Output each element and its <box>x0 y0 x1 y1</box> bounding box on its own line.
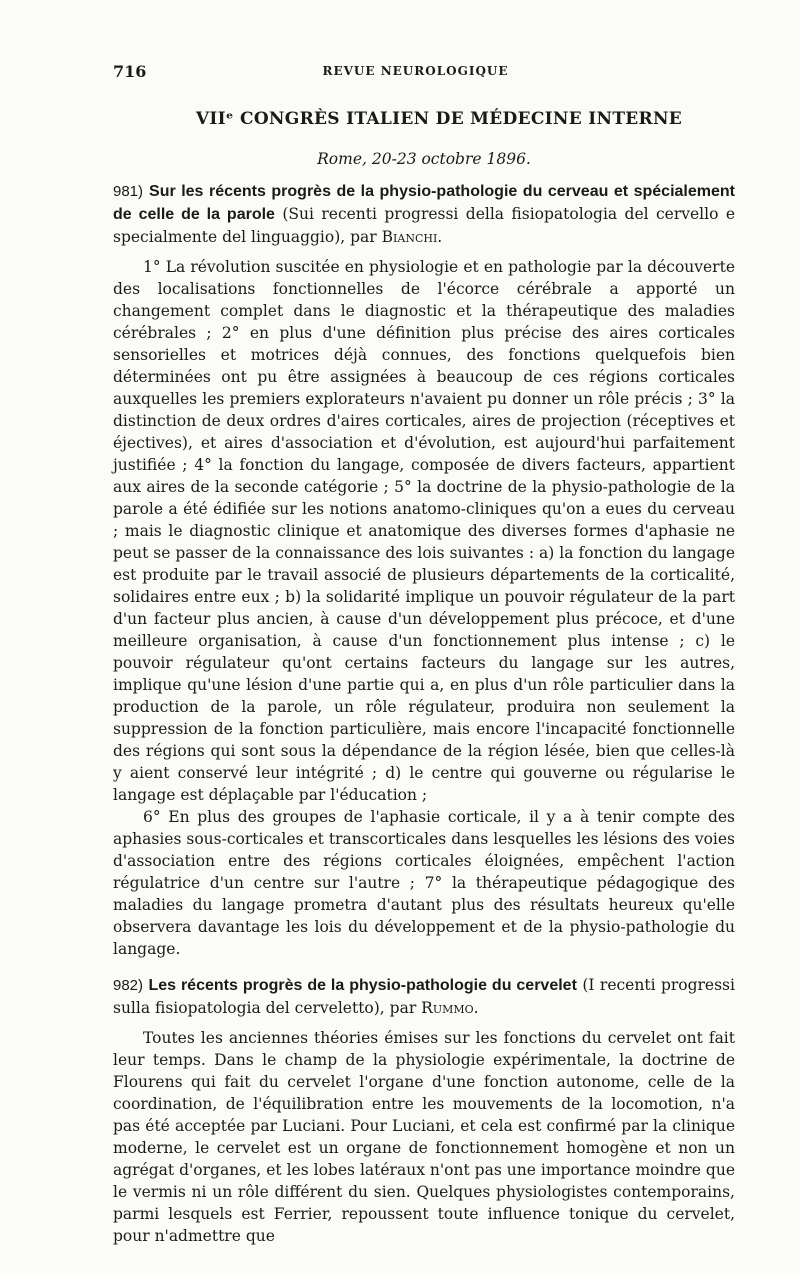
entry-number: 982) <box>113 977 144 994</box>
entry-author: Rummo. <box>421 999 479 1017</box>
entry-heading-981 <box>113 180 735 248</box>
entry-number: 981) <box>113 183 144 200</box>
entry-paragraph: 6° En plus des groupes de l'aphasie corticale, il y a à tenir compte des aphasies sous-corticales et transcorticales dans lesquelles les lésions des voies d'association entre des régions corticales éloignées, empêchent l'action régulatrice d'un centre sur l'autre ; 7° la thérapeutique pédagogique des maladies du langage prometra d'autant plus des résultats heureux qu'elle observera davantage les lois du développement et de la physio-pathologie du langage. <box>113 808 735 958</box>
entry-paragraph: 1° La révolution suscitée en physiologie et en pathologie par la découverte des localisations fonctionnelles de l'écorce cérébrale a apporté un changement complet dans le diagnostic et la thérapeutique des maladies cérébrales ; 2° en plus d'une définition plus précise des aires corticales sensorielles et motrices déjà connues, des fonctions quelquefois bien déterminées ont pu être assignées à beaucoup de ces régions corticales auxquelles les premiers explorateurs n'avaient pu donner un rôle précis ; 3° la distinction de deux ordres d'aires corticales, aires de projection (réceptives et éjectives), et aires d'association et d'évolution, est aujourd'hui parfaitement justifiée ; 4° la fonction du langage, composée de divers facteurs, appartient aux aires de la seconde catégorie ; 5° la doctrine de la physio-pathologie de la parole a été édifiée sur les notions anatomo-cliniques qu'on a eues du cerveau ; mais le diagnostic clinique et anatomique des diverses formes d'aphasie ne peut se passer de la connaissance des lois suivantes : a) la fonction du langage est produite par le travail associé de plusieurs départements de la corticalité, solidaires entre eux ; b) la solidarité implique un pouvoir régulateur de la part d'un facteur plus ancien, à cause d'un développement plus précoce, et d'une meilleure organisation, à cause d'un fonctionnement plus intense ; c) le pouvoir régulateur qu'ont certains facteurs du langage sur les autres, implique qu'une lésion d'une partie qui a, en plus d'un rôle particulier dans la production de la parole, un rôle régulateur, produira non seulement la suppression de la fonction particulière, mais encore l'incapacité fonctionnelle des régions qui sont sous la dépendance de la région lésée, bien que celles-là y aient conservé leur intégrité ; d) le centre qui gouverne ou régularise le langage est déplaçable par l'éducation ; <box>113 258 735 804</box>
entry-title-italian: (Sui recenti progressi della fisiopatologia del cervello e specialmente del linguaggio), par <box>113 205 735 246</box>
entry-author: Bianchi. <box>381 228 443 246</box>
dateline: Rome, 20-23 octobre 1896. <box>317 150 531 168</box>
entry-title-french: Sur les récents progrès de la physio-pathologie du cerveau et spécialement de celle de la parole <box>113 183 735 223</box>
journal-title: REVUE NEUROLOGIQUE <box>322 64 509 78</box>
page-number: 716 <box>113 62 147 81</box>
entry-paragraph: Toutes les anciennes théories émises sur les fonctions du cervelet ont fait leur temps. Dans le champ de la physiologie expérimentale, la doctrine de Flourens qui fait du cervelet l'organe d'une fonction autonome, celle de la coordination, de l'équilibration entre les mouvements de la locomotion, n'a pas été acceptée par Luciani. Pour Luciani, et cela est confirmé par la clinique moderne, le cervelet est un organe de fonctionnement homogène et non un agrégat d'organes, et les lobes latéraux n'ont pas une importance moindre que le vermis ni un rôle différent du sien. Quelques physiologistes contemporains, parmi lesquels est Ferrier, repoussent toute influence tonique du cervelet, pour n'admettre que <box>113 1029 735 1245</box>
entry-heading-982 <box>113 974 735 1019</box>
article-body <box>113 108 735 1247</box>
entry-title-italian: (I recenti progressi sulla fisiopatologia del cerveletto), par <box>113 976 735 1017</box>
running-header <box>113 62 718 86</box>
section-title: VIIᵉ CONGRÈS ITALIEN DE MÉDECINE INTERNE <box>195 109 683 129</box>
entry-title-french: Les récents progrès de la physio-pathologie du cervelet <box>148 977 577 994</box>
